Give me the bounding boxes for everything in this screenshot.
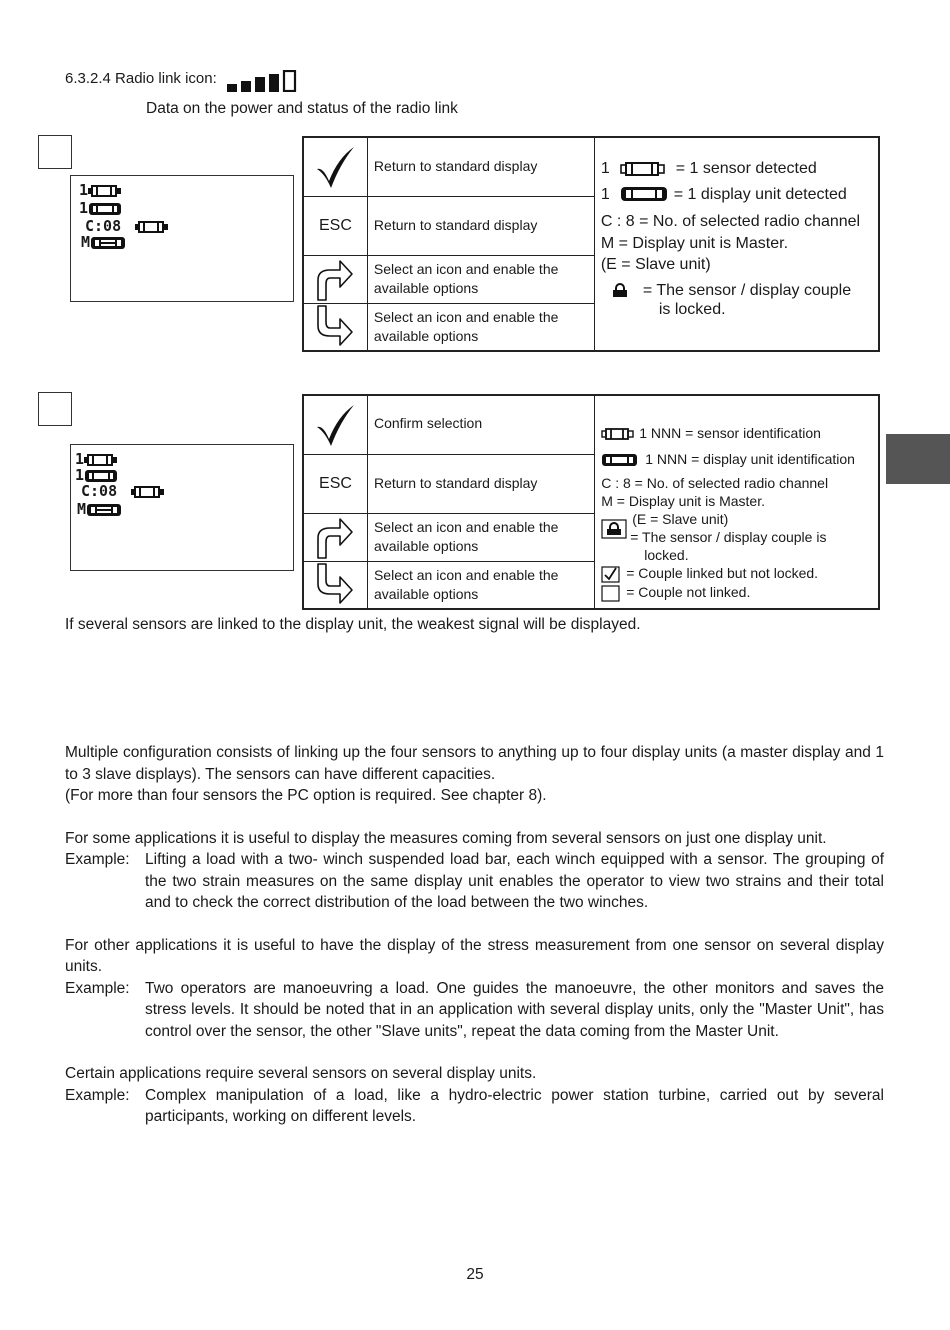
- body-text: [65, 742, 884, 1128]
- section-heading: [65, 70, 299, 92]
- checkmark-icon: [314, 416, 356, 433]
- lcd-channel: C:08: [85, 217, 122, 235]
- display-unit-icon: [88, 200, 124, 216]
- locked-display-icon: [86, 501, 124, 517]
- key-table-2: [302, 394, 880, 610]
- section-subtitle: Data on the power and status of the radio link: [146, 100, 458, 117]
- key-description: Select an icon and enable the available options: [367, 561, 594, 609]
- lcd-line-sensor: [79, 182, 124, 198]
- legend-lock-text: = The sensor / display couple is: [630, 529, 827, 545]
- legend-lock-text-cont: locked.: [644, 547, 689, 563]
- legend-display: [601, 184, 872, 206]
- chapter-side-tab: [886, 434, 950, 484]
- example-text: Complex manipulation of a load, like a hydro-electric power station turbine, carried out by several participants, working on different levels.: [145, 1086, 884, 1125]
- sensor-icon: [620, 158, 666, 180]
- key-description: Return to standard display: [367, 137, 594, 196]
- sensor-icon: [84, 451, 120, 467]
- example-1: [65, 849, 884, 914]
- legend-lock-text: = The sensor / display couple: [642, 281, 852, 299]
- lcd-preview-1: [70, 175, 294, 302]
- esc-key[interactable]: ESC: [303, 196, 367, 255]
- legend-display-text: = 1 display unit detected: [673, 185, 847, 203]
- down-key[interactable]: [303, 561, 367, 609]
- legend-master: M = Display unit is Master.: [601, 493, 765, 509]
- legend-lock: [601, 280, 872, 302]
- legend-2: [595, 395, 879, 609]
- lcd-master: M: [81, 233, 91, 251]
- display-unit-icon: [84, 467, 120, 483]
- legend-linked: [601, 564, 872, 583]
- example-label: Example:: [65, 979, 130, 997]
- legend-sensor-text: = 1 sensor detected: [675, 160, 817, 177]
- display-unit-icon: [620, 184, 668, 206]
- legend-slave: (E = Slave unit): [632, 511, 729, 527]
- weakest-signal-note: If several sensors are linked to the display unit, the weakest signal will be displayed.: [65, 616, 641, 633]
- arrow-down-icon: [314, 576, 356, 593]
- key-description: Confirm selection: [367, 395, 594, 454]
- key-description: Return to standard display: [367, 196, 594, 255]
- legend-channel: C : 8 = No. of selected radio channel: [601, 475, 829, 491]
- sensor-icon: [135, 218, 171, 234]
- legend-sensor-text: 1 NNN = sensor identification: [639, 425, 821, 441]
- display-unit-icon: [601, 450, 639, 468]
- step-box-2: [38, 392, 72, 426]
- example-text: Lifting a load with a two- winch suspended load bar, each winch equipped with a sensor. The grouping of the two strain measures on the same display unit enables the operator to view two strains and their total and to check the correct distribution of the load between the two winches.: [145, 851, 884, 911]
- example-text: Two operators are manoeuvring a load. One guides the manoeuvre, the other monitors and saves the stress levels. It should be noted that in an application with several display units, only the "Master Unit", has control over the sensor, the other "Slave units", repeat the data coming from the Master Unit.: [145, 979, 884, 1040]
- key-description: Select an icon and enable the available options: [367, 255, 594, 303]
- lcd-master: M: [77, 500, 87, 518]
- lcd-line-display: [79, 200, 124, 216]
- paragraph-multiple-config: Multiple configuration consists of linking up the four sensors to anything up to four display units (a master display and 1 to 3 slave displays). The sensors can have different capacities.: [65, 744, 884, 783]
- legend-not-linked-text: = Couple not linked.: [626, 584, 751, 601]
- legend-1: [594, 137, 879, 351]
- lcd-line-sensor: [75, 451, 120, 467]
- ok-key[interactable]: [303, 395, 367, 454]
- legend-display: [601, 450, 872, 468]
- lcd-display-count: 1: [79, 199, 89, 217]
- key-table-1: [302, 136, 880, 352]
- down-key[interactable]: [303, 303, 367, 351]
- legend-lock-text-cont: is locked.: [658, 301, 726, 318]
- arrow-down-icon: [314, 318, 356, 335]
- sensor-icon: [131, 483, 167, 499]
- example-label: Example:: [65, 1086, 130, 1104]
- lcd-line-master: [77, 501, 124, 517]
- lcd-line-master: [81, 234, 128, 250]
- legend-lock: [601, 528, 872, 546]
- key-description: Select an icon and enable the available options: [367, 513, 594, 561]
- sensor-icon: [601, 424, 635, 442]
- locked-display-icon: [90, 234, 128, 250]
- checkbox-checked-icon: [601, 564, 620, 583]
- paragraph-several-displays: For other applications it is useful to have the display of the stress measurement from one sensor on several display units.: [65, 936, 884, 975]
- key-description: Return to standard display: [367, 454, 594, 513]
- padlock-icon: [601, 519, 627, 539]
- legend-display-number: 1: [600, 185, 610, 203]
- lcd-line-channel: [85, 218, 171, 234]
- page-number: 25: [466, 1266, 484, 1283]
- heading-text: 6.3.2.4 Radio link icon:: [65, 70, 217, 87]
- checkmark-icon: [314, 158, 356, 175]
- legend-not-linked: [601, 583, 872, 602]
- legend-sensor: [601, 158, 872, 180]
- example-label: Example:: [65, 851, 130, 868]
- ok-key[interactable]: [303, 137, 367, 196]
- esc-key[interactable]: ESC: [303, 454, 367, 513]
- sensor-icon: [88, 182, 124, 198]
- legend-sensor-number: 1: [600, 160, 610, 177]
- up-key[interactable]: [303, 513, 367, 561]
- legend-master: M = Display unit is Master.: [600, 234, 789, 252]
- example-3: [65, 1085, 884, 1128]
- legend-sensor: [601, 424, 872, 442]
- lcd-line-channel: [81, 483, 167, 499]
- lcd-line-display: [75, 467, 120, 483]
- key-description: Select an icon and enable the available options: [367, 303, 594, 351]
- lcd-channel: C:08: [81, 482, 118, 500]
- legend-slave: (E = Slave unit): [600, 256, 711, 273]
- paragraph-pc-option: (For more than four sensors the PC option is required. See chapter 8).: [65, 787, 547, 804]
- lcd-sensor-count: 1: [79, 181, 89, 199]
- arrow-up-icon: [314, 528, 356, 545]
- lcd-display-count: 1: [75, 466, 85, 484]
- lcd-preview-2: [70, 444, 294, 571]
- paragraph-several-sensors: For some applications it is useful to display the measures coming from several sensors on just one display unit.: [65, 829, 827, 847]
- padlock-icon: [611, 280, 629, 302]
- arrow-up-icon: [314, 270, 356, 287]
- example-2: [65, 978, 884, 1043]
- step-box-1: [38, 135, 72, 169]
- checkbox-empty-icon: [601, 583, 620, 602]
- legend-display-text: 1 NNN = display unit identification: [645, 451, 855, 467]
- paragraph-sensors-and-displays: Certain applications require several sensors on several display units.: [65, 1065, 537, 1082]
- legend-linked-text: = Couple linked but not locked.: [626, 565, 819, 582]
- signal-strength-icon: [227, 70, 299, 92]
- legend-channel: C : 8 = No. of selected radio channel: [600, 213, 861, 230]
- up-key[interactable]: [303, 255, 367, 303]
- lcd-sensor-count: 1: [75, 450, 85, 468]
